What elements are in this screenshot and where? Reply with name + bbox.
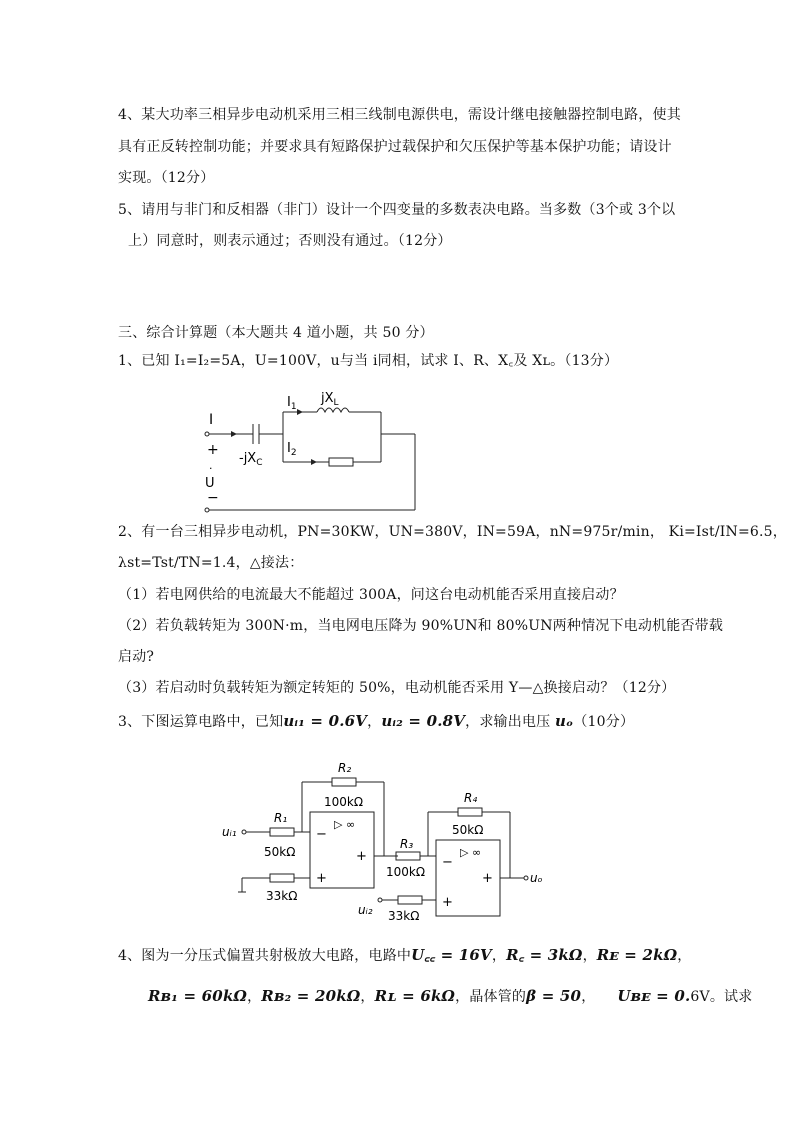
q4-rl: Rʟ = 6kΩ — [374, 987, 456, 1005]
calc-question-2-line-2: λst=Tst/TN=1.4，△接法： — [118, 555, 304, 571]
q4-beta-prefix: ，晶体管的 — [455, 989, 527, 1005]
q4-rb1: Rʙ₁ = 60kΩ — [148, 987, 248, 1005]
ac-circuit-diagram — [195, 382, 435, 517]
label-R4: R₄ — [464, 791, 478, 805]
q3-prefix: 3、下图运算电路中，已知 — [118, 714, 284, 730]
label-Rg2-value: 33kΩ — [388, 909, 420, 923]
label-jXL: $jX_L$ — [321, 391, 339, 408]
label-Rg1-value: 33kΩ — [266, 889, 298, 903]
label-R2-value: 100kΩ — [324, 795, 364, 809]
question-4-line-3: 实现。（12分） — [118, 170, 215, 186]
q4-prefix: 4、图为一分压式偏置共射极放大电路，电路中 — [118, 948, 412, 964]
q3-ui2-equation: uᵢ₂ = 0.8V — [381, 712, 466, 730]
section-3-heading: 三、综合计算题（本大题共 4 道小题，共 50 分） — [118, 325, 434, 341]
question-4-line-1: 4、某大功率三相异步电动机采用三相三线制电源供电，需设计继电接触器控制电路，使其 — [118, 107, 681, 123]
opamp2-plus: + — [442, 895, 453, 910]
q4-tail: 6V。试求 — [690, 989, 753, 1005]
q3-points: （10分） — [573, 714, 635, 730]
opamp1-symbol: ▷ ∞ — [334, 818, 356, 831]
q4-comma-6: ， — [581, 989, 596, 1005]
q4-comma-1: ， — [491, 948, 507, 964]
calc-question-4-line-2 — [148, 986, 752, 1006]
calc-question-2-line-1: 2、有一台三相异步电动机，PN=30KW，UN=380V，IN=59A，nN=975r/min， Ki=Ist/IN=6.5， — [118, 524, 787, 540]
calc-question-3 — [118, 711, 634, 731]
label-R1-value: 50kΩ — [264, 845, 296, 859]
question-4-line-2: 具有正反转控制功能；并要求具有短路保护过载保护和欠压保护等基本保护功能；请设计 — [118, 139, 672, 155]
label-R3-value: 100kΩ — [386, 865, 426, 879]
label-plus: + — [207, 442, 219, 458]
opamp1-minus: − — [316, 827, 327, 842]
q4-comma-3: ， — [677, 948, 692, 964]
opamp1-plus: + — [316, 871, 327, 886]
q4-ube: Uʙᴇ = 0. — [617, 987, 691, 1005]
label-ui2: uᵢ₂ — [358, 903, 373, 917]
label-R3: R₃ — [400, 837, 414, 851]
calc-question-4-line-1 — [118, 945, 691, 965]
q3-uo: uₒ — [555, 712, 574, 730]
q4-comma-4: ， — [247, 989, 262, 1005]
question-5-line-1: 5、请用与非门和反相器（非门）设计一个四变量的多数表决电路。当多数（3个或 3个以 — [118, 202, 676, 218]
calc-question-2-line-5: 启动? — [118, 649, 155, 665]
calc-question-2-line-4: （2）若负载转矩为 300N·m，当电网电压降为 90%UN和 80%UN两种情况下电动机能否带载 — [118, 618, 724, 634]
label-ui1: uᵢ₁ — [222, 825, 237, 839]
opamp2-symbol: ▷ ∞ — [460, 846, 482, 859]
opamp1-output-plus: + — [356, 849, 367, 864]
q4-comma-5: ， — [360, 989, 375, 1005]
q4-ucc: U꜀꜀ = 16V — [411, 946, 492, 964]
q4-beta: β = 50 — [526, 987, 582, 1005]
opamp2-minus: − — [442, 855, 453, 870]
label-uo: uₒ — [530, 871, 543, 885]
q3-ui1-equation: uᵢ₁ = 0.6V — [283, 712, 368, 730]
label-jXC: $-jX_C$ — [239, 451, 263, 468]
label-minus: − — [207, 490, 219, 506]
question-5-line-2: 上）同意时，则表示通过；否则没有通过。（12分） — [128, 233, 452, 249]
label-R4-value: 50kΩ — [452, 823, 484, 837]
label-dot-U: · — [209, 462, 213, 475]
label-I1: $I_1$ — [287, 395, 297, 412]
q4-comma-2: ， — [582, 948, 597, 964]
calc-question-1: 1、已知 I₁=I₂=5A，U=100V，u与当 i同相，试求 I、R、X꜀及 Xʟ。（13分） — [118, 353, 619, 369]
q4-rb2: Rʙ₂ = 20kΩ — [261, 987, 361, 1005]
q3-separator: ， — [367, 714, 382, 730]
q4-rc: R꜀ = 3kΩ — [506, 946, 583, 964]
label-voltage-U: U — [205, 476, 215, 491]
label-I2: $I_2$ — [287, 441, 297, 458]
q4-re: Rᴇ = 2kΩ — [596, 946, 678, 964]
calc-question-2-line-6: （3）若启动时负载转矩为额定转矩的 50%，电动机能否采用 Y—△换接启动？（12分） — [118, 680, 676, 696]
opamp2-output-plus: + — [482, 871, 493, 886]
label-R2: R₂ — [338, 761, 352, 775]
label-R1: R₁ — [274, 811, 288, 825]
calc-question-2-line-3: （1）若电网供给的电流最大不能超过 300A，问这台电动机能否采用直接启动？ — [118, 587, 624, 603]
opamp-circuit-diagram — [218, 760, 548, 928]
label-current-I: I — [209, 412, 214, 428]
q3-suffix: ，求输出电压 — [465, 714, 555, 730]
